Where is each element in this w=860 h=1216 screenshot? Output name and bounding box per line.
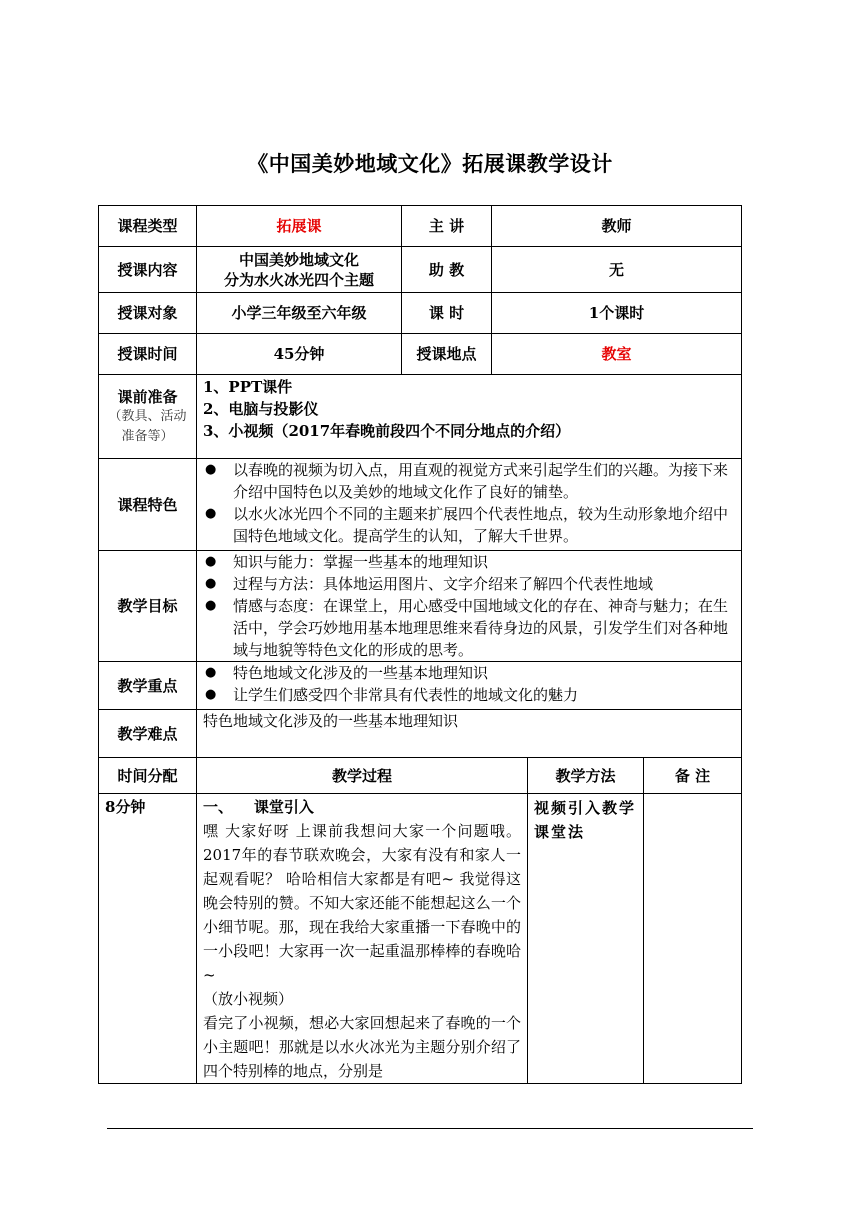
key-points-list-cell (197, 662, 742, 710)
row-difficulty (99, 710, 742, 758)
process-heading: 一、 课堂引入 (203, 798, 314, 816)
list-item: ● 让学生们感受四个非常具有代表性的地域文化的魅力 (203, 684, 735, 706)
list-item: ● 知识与能力：掌握一些基本的地理知识 (203, 551, 735, 573)
time-label: 授课时间 (99, 334, 197, 375)
lesson-plan-table (98, 205, 742, 1084)
schedule-method: 视频引入教学课堂法 (528, 794, 644, 1084)
schedule-time: 8分钟 (99, 794, 197, 1084)
schedule-process (197, 794, 528, 1084)
row-content (99, 247, 742, 293)
header-time: 时间分配 (99, 758, 197, 794)
row-prep (99, 375, 742, 459)
lecturer-value: 教师 (492, 206, 742, 247)
content-value (197, 247, 402, 293)
hours-label: 课 时 (402, 293, 492, 334)
row-key-points (99, 662, 742, 710)
row-features (99, 459, 742, 551)
list-item: ● 过程与方法：具体地运用图片、文字介绍来了解四个代表性地域 (203, 573, 735, 595)
time-value: 45分钟 (197, 334, 402, 375)
content-value-line2: 分为水火冰光四个主题 (223, 270, 374, 289)
list-item: ● 以春晚的视频为切入点，用直观的视觉方式来引起学生们的兴趣。为接下来介绍中国特色以及美妙的地域文化作了良好的铺垫。 (203, 459, 735, 503)
audience-label: 授课对象 (99, 293, 197, 334)
row-course-type (99, 206, 742, 247)
row-audience (99, 293, 742, 334)
prep-item: 1、PPT课件 (203, 378, 293, 396)
row-schedule-header (99, 758, 742, 794)
difficulty-value: 特色地域文化涉及的一些基本地理知识 (197, 710, 742, 758)
course-type-value: 拓展课 (197, 206, 402, 247)
content-value-line1: 中国美妙地域文化 (238, 250, 359, 269)
row-goals (99, 551, 742, 662)
page-title: 《中国美妙地域文化》拓展课教学设计 (247, 152, 613, 176)
hours-value: 1个课时 (492, 293, 742, 334)
process-paragraph: 看完了小视频，想必大家回想起来了春晚的一个小主题吧！那就是以水火冰光为主题分别介绍了四个特别棒的地点，分别是 (203, 1014, 521, 1080)
schedule-note (644, 794, 742, 1084)
place-value: 教室 (492, 334, 742, 375)
features-list-cell (197, 459, 742, 551)
prep-items (197, 375, 742, 459)
place-label: 授课地点 (402, 334, 492, 375)
assistant-label: 助 教 (402, 247, 492, 293)
assistant-value: 无 (492, 247, 742, 293)
goals-label: 教学目标 (99, 551, 197, 662)
prep-item: 3、小视频（2017年春晚前段四个不同分地点的介绍） (203, 422, 571, 440)
features-list (203, 459, 735, 547)
process-paragraph: 嘿 大家好呀 上课前我想问大家一个问题哦。2017年的春节联欢晚会，大家有没有和家人一起观看呢？ 哈哈相信大家都是有吧~ 我觉得这晚会特别的赞。不知大家还能不能想起这么一个小细节呢。那，现在我给大家重播一下春晚中的一小段吧！大家再一次一起重温那棒棒的春晚哈~ (203, 822, 521, 984)
list-item: ● 以水火冰光四个不同的主题来扩展四个代表性地点，较为生动形象地介绍中国特色地域文化。提高学生的认知，了解大千世界。 (203, 503, 735, 547)
course-type-label: 课程类型 (99, 206, 197, 247)
row-schedule-1 (99, 794, 742, 1084)
key-points-list (203, 662, 735, 706)
content-label: 授课内容 (99, 247, 197, 293)
header-process: 教学过程 (197, 758, 528, 794)
footer-divider (107, 1128, 753, 1129)
lecturer-label: 主 讲 (402, 206, 492, 247)
prep-label-cell (99, 375, 197, 459)
features-label: 课程特色 (99, 459, 197, 551)
key-points-label: 教学重点 (99, 662, 197, 710)
header-note: 备 注 (644, 758, 742, 794)
difficulty-label: 教学难点 (99, 710, 197, 758)
goals-list-cell (197, 551, 742, 662)
prep-item: 2、电脑与投影仪 (203, 400, 319, 418)
row-time (99, 334, 742, 375)
prep-label: 课前准备 (117, 387, 178, 406)
list-item: ● 特色地域文化涉及的一些基本地理知识 (203, 662, 735, 684)
process-paragraph: （放小视频） (203, 990, 294, 1008)
list-item: ● 情感与态度：在课堂上，用心感受中国地域文化的存在、神奇与魅力；在生活中，学会巧妙地用基本地理思维来看待身边的风景，引发学生们对各种地域与地貌等特色文化的形成的思考。 (203, 595, 735, 661)
audience-value: 小学三年级至六年级 (197, 293, 402, 334)
prep-sublabel: （教具、活动准备等） (108, 408, 187, 444)
header-method: 教学方法 (528, 758, 644, 794)
goals-list (203, 551, 735, 661)
